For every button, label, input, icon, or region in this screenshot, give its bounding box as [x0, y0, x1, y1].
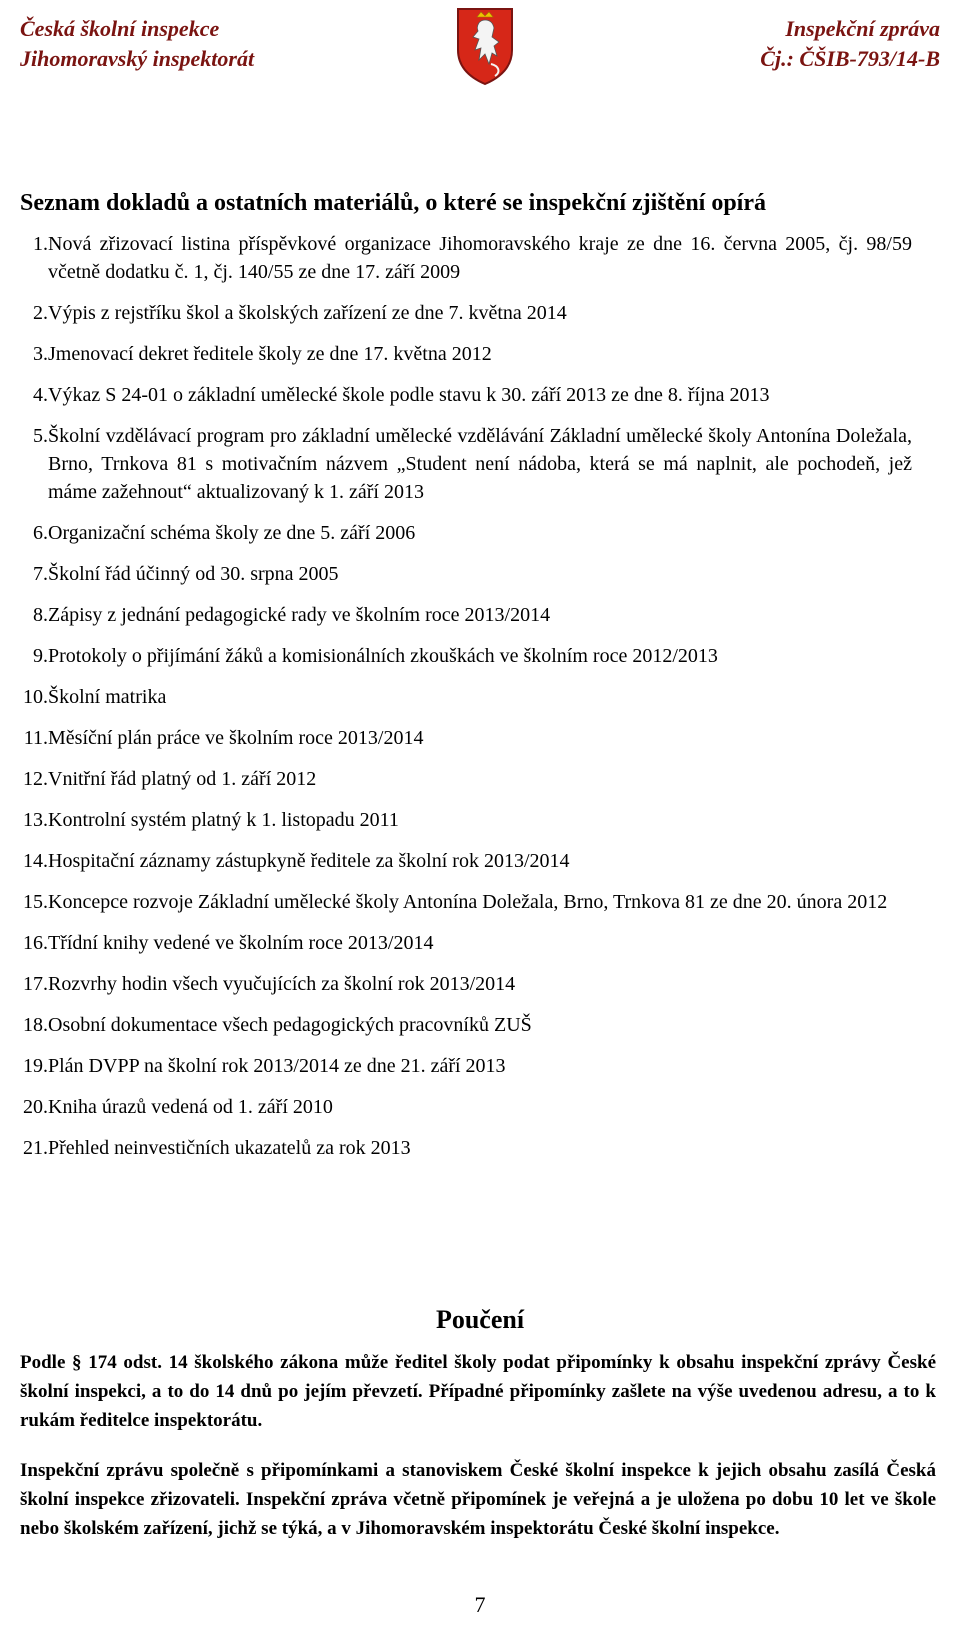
list-item-text: Výkaz S 24-01 o základní umělecké škole podle stavu k 30. září 2013 ze dne 8. října 2013 [48, 384, 770, 406]
list-item-text: Nová zřizovací listina příspěvkové organizace Jihomoravského kraje ze dne 16. června 2005, čj. 98/59 včetně dodatku č. 1, čj. 140/55 ze dne 17. září 2009 [48, 233, 912, 283]
section-title: Seznam dokladů a ostatních materiálů, o které se inspekční zjištění opírá [20, 190, 767, 216]
list-item-number: 10. [23, 686, 48, 708]
list-item-number: 7. [33, 563, 48, 585]
list-item-number: 6. [33, 522, 48, 544]
list-item [0, 806, 960, 834]
list-item [0, 601, 960, 629]
list-item-number: 8. [33, 604, 48, 626]
header-left [20, 14, 254, 74]
list-item-number: 17. [23, 973, 48, 995]
list-item-text: Organizační schéma školy ze dne 5. září 2006 [48, 522, 416, 544]
list-item-number: 3. [33, 343, 48, 365]
list-item-number: 12. [23, 768, 48, 790]
list-item-text: Osobní dokumentace všech pedagogických pracovníků ZUŠ [48, 1014, 532, 1036]
list-item-number: 9. [33, 645, 48, 667]
list-item [0, 560, 960, 588]
list-item-number: 11. [23, 727, 48, 749]
list-item-number: 16. [23, 932, 48, 954]
list-item [0, 642, 960, 670]
list-item-number: 5. [33, 425, 48, 447]
poucheni-paragraph-2: Inspekční zprávu společně s připomínkami a stanoviskem České školní inspekce k jejich obsahu zasílá Česká školní inspekce zřizovateli. Inspekční zpráva včetně připomínek je veřejná a je uložena po dobu 10 let ve škole nebo školském zařízení, jichž se týká, a v Jihomoravském inspektorátu České školní inspekce. [20, 1460, 936, 1539]
list-item [0, 1093, 960, 1121]
list-item [0, 230, 960, 286]
list-item [0, 381, 960, 409]
list-item [0, 340, 960, 368]
list-item-text: Koncepce rozvoje Základní umělecké školy Antonína Doležala, Brno, Trnkova 81 ze dne 20. února 2012 [48, 891, 888, 913]
coat-of-arms-icon [455, 6, 515, 86]
list-item [0, 724, 960, 752]
list-item-text: Přehled neinvestičních ukazatelů za rok 2013 [48, 1137, 411, 1159]
list-item [0, 765, 960, 793]
list-item [0, 519, 960, 547]
documents-list [0, 230, 960, 1175]
list-item-text: Hospitační záznamy zástupkyně ředitele za školní rok 2013/2014 [48, 850, 570, 872]
list-item [0, 683, 960, 711]
inspection-name: Česká školní inspekce [20, 16, 220, 41]
list-item [0, 888, 960, 916]
list-item-text: Školní matrika [48, 686, 167, 708]
reference-number: Čj.: ČŠIB-793/14-B [760, 46, 940, 71]
list-item-number: 19. [23, 1055, 48, 1077]
list-item-number: 15. [23, 891, 48, 913]
list-item-text: Vnitřní řád platný od 1. září 2012 [48, 768, 317, 790]
list-item-number: 18. [23, 1014, 48, 1036]
list-item-text: Kniha úrazů vedená od 1. září 2010 [48, 1096, 333, 1118]
list-item-number: 20. [23, 1096, 48, 1118]
page-number: 7 [474, 1592, 486, 1617]
list-item [0, 970, 960, 998]
list-item-text: Školní řád účinný od 30. srpna 2005 [48, 563, 339, 585]
list-item-text: Jmenovací dekret ředitele školy ze dne 17. května 2012 [48, 343, 492, 365]
header-right [760, 14, 940, 74]
poucheni-heading: Poučení [435, 1305, 525, 1334]
list-item-text: Protokoly o přijímání žáků a komisionálních zkouškách ve školním roce 2012/2013 [48, 645, 718, 667]
list-item-text: Rozvrhy hodin všech vyučujících za školní rok 2013/2014 [48, 973, 516, 995]
list-item-text: Plán DVPP na školní rok 2013/2014 ze dne 21. září 2013 [48, 1055, 506, 1077]
list-item [0, 1011, 960, 1039]
list-item-text: Kontrolní systém platný k 1. listopadu 2011 [48, 809, 399, 831]
list-item-number: 1. [33, 233, 48, 255]
list-item-number: 4. [33, 384, 48, 406]
list-item-text: Zápisy z jednání pedagogické rady ve školním roce 2013/2014 [48, 604, 551, 626]
list-item [0, 929, 960, 957]
list-item-text: Výpis z rejstříku škol a školských zařízení ze dne 7. května 2014 [48, 302, 567, 324]
list-item-number: 14. [23, 850, 48, 872]
report-title: Inspekční zpráva [785, 16, 940, 41]
list-item-text: Třídní knihy vedené ve školním roce 2013/2014 [48, 932, 434, 954]
list-item [0, 1134, 960, 1162]
list-item-number: 2. [33, 302, 48, 324]
list-item-number: 21. [23, 1137, 48, 1159]
list-item-text: Školní vzdělávací program pro základní umělecké vzdělávání Základní umělecké školy Antonína Doležala, Brno, Trnkova 81 s motivačním názvem „Student není nádoba, která se má naplnit, ale pochodeň, jež máme zažehnout“ aktualizovaný k 1. září 2013 [48, 425, 912, 503]
inspectorate-name: Jihomoravský inspektorát [20, 46, 255, 71]
list-item-text: Měsíční plán práce ve školním roce 2013/2014 [48, 727, 424, 749]
list-item [0, 299, 960, 327]
poucheni-paragraph-1: Podle § 174 odst. 14 školského zákona může ředitel školy podat připomínky k obsahu inspekční zprávy České školní inspekci, a to do 14 dnů po jejím převzetí. Případné připomínky zašlete na výše uvedenou adresu, a to k rukám ředitelce inspektorátu. [20, 1352, 936, 1431]
list-item-number: 13. [23, 809, 48, 831]
list-item [0, 847, 960, 875]
list-item [0, 422, 960, 506]
list-item [0, 1052, 960, 1080]
